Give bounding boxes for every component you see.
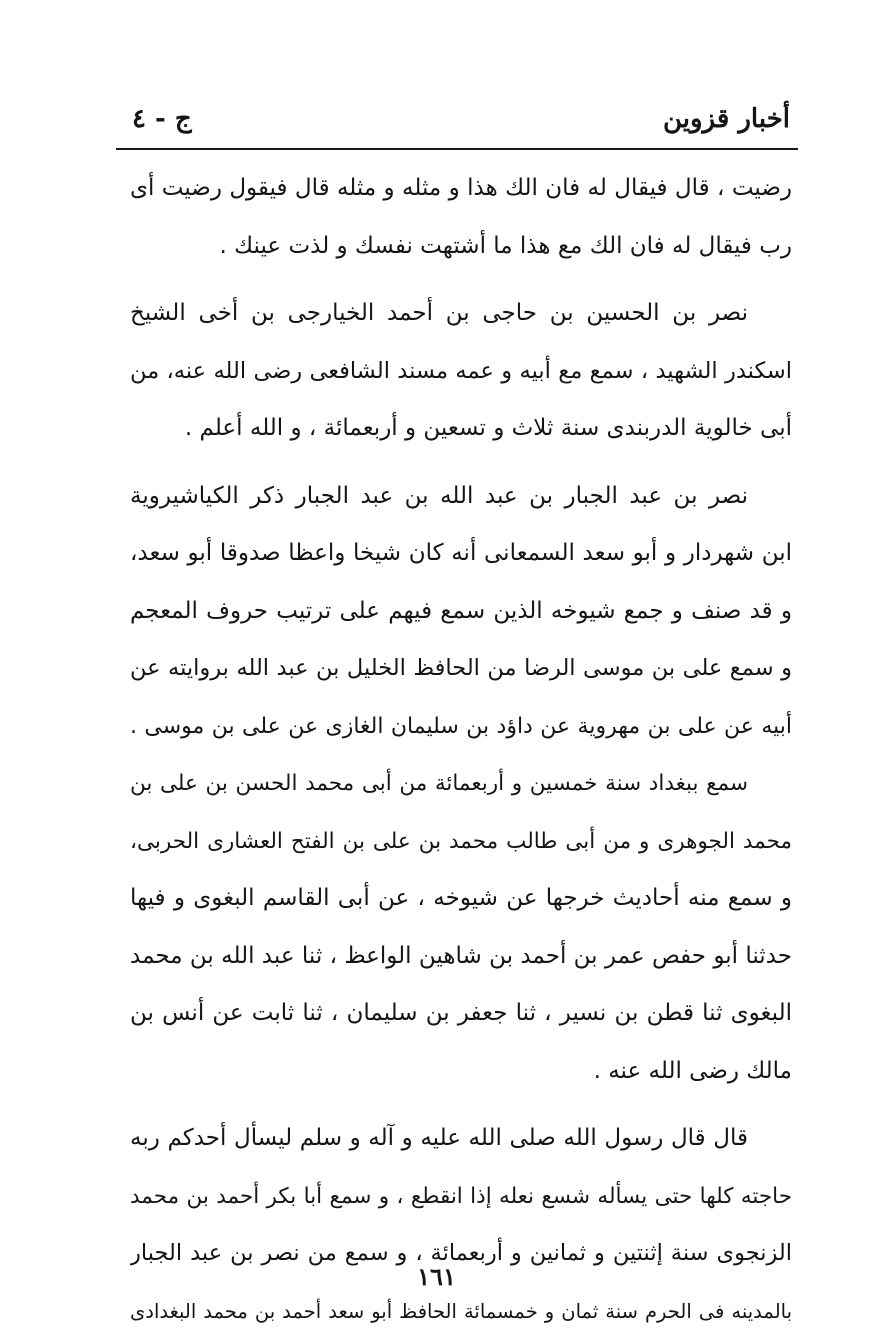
text-line: اسكندر الشهيد ، سمع مع أبيه و عمه مسند الشافعى رضى الله عنه، من: [130, 357, 792, 384]
text-line: رب فيقال له فان الك مع هذا ما أشتهت نفسك و لذت عينك .: [219, 232, 792, 259]
paragraph: [130, 160, 792, 275]
text-line: مالك رضى الله عنه .: [593, 1057, 792, 1084]
text-line: حاجته كلها حتى يسأله شسع نعله إذا انقطع ، و سمع أبا بكر أحمد بن محمد: [130, 1183, 792, 1209]
paragraph: [130, 1110, 792, 1340]
text-line: قال قال رسول الله صلى الله عليه و آله و سلم ليسأل أحدكم ربه: [130, 1125, 748, 1151]
text-line: البغوى ثنا قطن بن نسير ، ثنا جعفر بن سليمان ، ثنا ثابت عن أنس بن: [130, 1000, 792, 1026]
text-line: سمع ببغداد سنة خمسين و أربعمائة من أبى محمد الحسن بن على بن: [130, 771, 748, 796]
text-line: أبيه عن على بن مهروية عن داؤد بن سليمان الغازى عن على بن موسى .: [130, 713, 792, 739]
text-line: و سمع على بن موسى الرضا من الحافظ الخليل بن عبد الله بروايته عن: [130, 655, 792, 681]
paragraph-gap: [130, 275, 792, 285]
text-line: الزنجوى سنة إثنتين و ثمانين و أربعمائة ، و سمع من نصر بن عبد الجبار: [130, 1240, 792, 1266]
page-number: ١٦١: [417, 1262, 456, 1291]
text-line: رضيت ، قال فيقال له فان الك هذا و مثله و مثله قال فيقول رضيت أى: [130, 175, 792, 201]
paragraph-gap: [130, 1100, 792, 1110]
text-line: نصر بن عبد الجبار بن عبد الله بن عبد الجبار ذكر الكياشيروية: [130, 482, 748, 509]
paragraph: [130, 285, 792, 458]
page-body: [130, 160, 792, 1340]
text-line: ابن شهردار و أبو سعد السمعانى أنه كان شيخا واعظا صدوقا أبو سعد،: [130, 540, 792, 566]
text-line: حدثنا أبو حفص عمر بن أحمد بن شاهين الواعظ ، ثنا عبد الله بن محمد: [130, 942, 792, 969]
paragraph: [130, 755, 792, 1100]
paragraph-gap: [130, 458, 792, 468]
text-line: أبى خالوية الدربندى سنة ثلاث و تسعين و أربعمائة ، و الله أعلم .: [184, 415, 792, 441]
paragraph: [130, 468, 792, 756]
text-line: و قد صنف و جمع شيوخه الذين سمع فيهم على ترتيب حروف المعجم: [130, 597, 792, 624]
running-header: [118, 104, 794, 150]
text-line: بالمدينه فى الحرم سنة ثمان و خمسمائة الحافظ أبو سعد أحمد بن محمد البغدادى: [130, 1299, 792, 1323]
text-line: نصر بن الحسين بن حاجى بن أحمد الخيارجى بن أخى الشيخ: [130, 300, 748, 326]
volume-number: ج - ٤: [132, 104, 192, 134]
text-line: و سمع منه أحاديث خرجها عن شيوخه ، عن أبى القاسم البغوى و فيها: [130, 885, 792, 911]
running-title: أخبار قزوين: [662, 104, 790, 134]
text-line: محمد الجوهرى و من أبى طالب محمد بن على بن الفتح العشارى الحربى،: [130, 828, 792, 854]
header-rule: [116, 148, 798, 150]
